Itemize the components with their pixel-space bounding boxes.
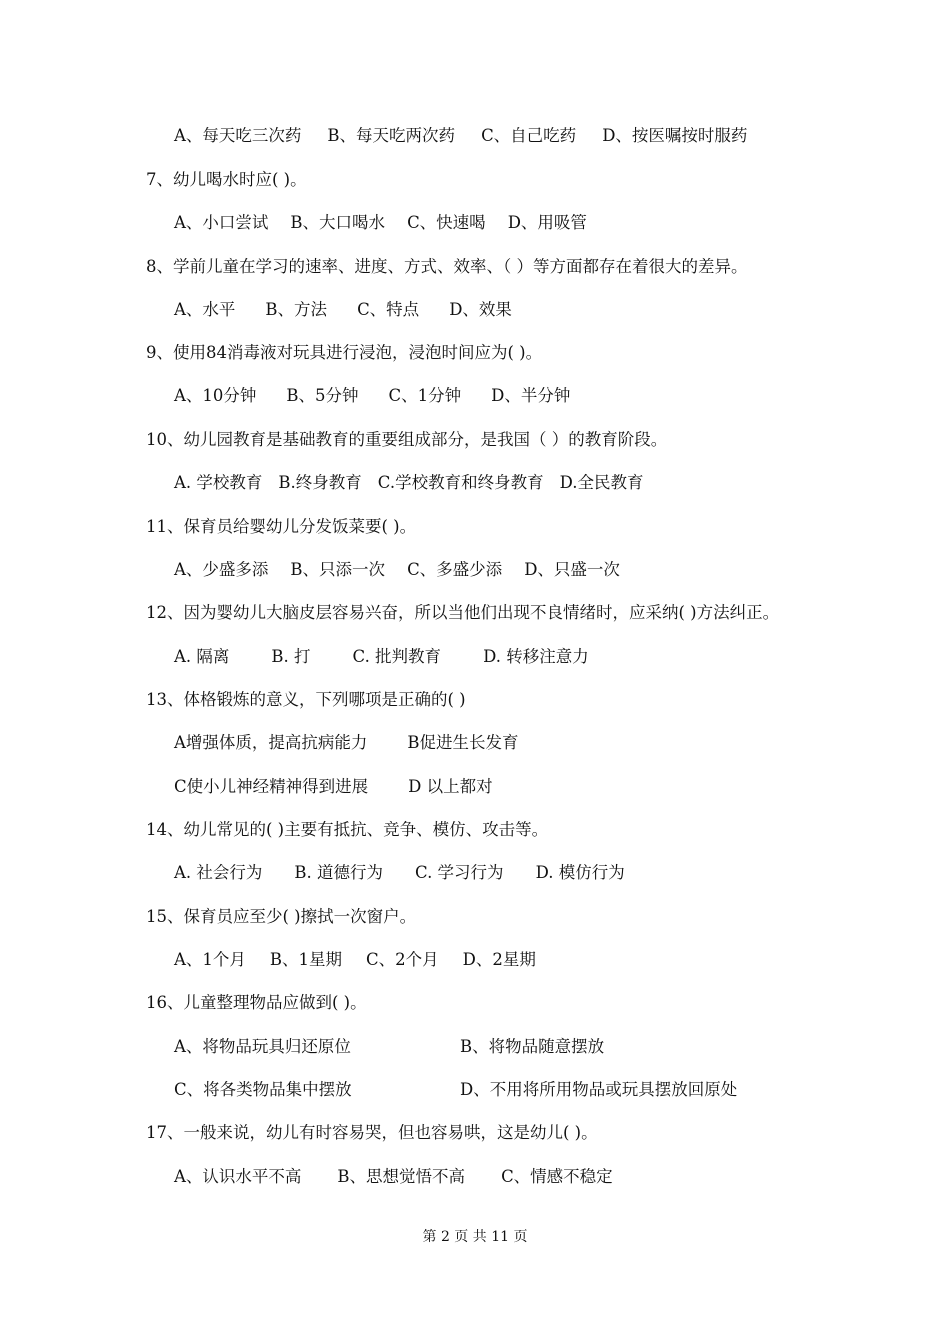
options-row-q7 <box>174 213 587 233</box>
option-text: A增强体质，提高抗病能力 <box>174 733 368 752</box>
options-row-q12 <box>174 647 589 667</box>
option-text: D、按医嘱按时服药 <box>602 126 748 145</box>
option-text: D 以上都对 <box>408 777 493 796</box>
option-text: C、多盛少添 <box>407 560 503 579</box>
option-text: B.终身教育 <box>278 473 362 492</box>
option-text: A、10分钟 <box>174 386 257 405</box>
question-16: 16、儿童整理物品应做到( )。 <box>146 993 367 1012</box>
options-row-q16-a <box>174 1037 604 1057</box>
question-11: 11、保育员给婴幼儿分发饭菜要( )。 <box>146 517 417 536</box>
option-text: A. 隔离 <box>174 647 230 666</box>
page-footer: 第 2 页 共 11 页 <box>422 1229 528 1245</box>
question-7: 7、幼儿喝水时应( )。 <box>146 170 307 189</box>
option-text: A. 社会行为 <box>174 863 263 882</box>
question-15: 15、保育员应至少( )擦拭一次窗户。 <box>146 907 417 926</box>
option-text: D. 模仿行为 <box>535 863 625 882</box>
option-text: C、情感不稳定 <box>501 1167 613 1186</box>
option-text: B. 道德行为 <box>294 863 384 882</box>
option-text: A、少盛多添 <box>174 560 269 579</box>
option-text: D、效果 <box>449 300 512 319</box>
question-12: 12、因为婴幼儿大脑皮层容易兴奋，所以当他们出现不良情绪时，应采纳( )方法纠正。 <box>146 603 780 622</box>
option-text: D. 转移注意力 <box>483 647 589 666</box>
options-row-q13-a <box>174 733 519 753</box>
option-text: D.全民教育 <box>559 473 644 492</box>
option-text: D、只盛一次 <box>524 560 620 579</box>
question-14: 14、幼儿常见的( )主要有抵抗、竞争、模仿、攻击等。 <box>146 820 549 839</box>
option-text: C.学校教育和终身教育 <box>377 473 544 492</box>
option-text: B、将物品随意摆放 <box>460 1037 605 1056</box>
option-text: C、自己吃药 <box>481 126 577 145</box>
option-text: B、1星期 <box>269 950 343 969</box>
option-text: A、每天吃三次药 <box>174 126 302 145</box>
options-row-q15 <box>174 950 536 970</box>
option-text: C. 学习行为 <box>415 863 504 882</box>
option-text: D、半分钟 <box>491 386 571 405</box>
question-13: 13、体格锻炼的意义，下列哪项是正确的( ) <box>146 690 466 709</box>
option-text: A、1个月 <box>174 950 246 969</box>
option-text: C使小儿神经精神得到进展 <box>174 777 369 796</box>
options-row-q10 <box>174 473 643 493</box>
option-text: B、思想觉悟不高 <box>337 1167 466 1186</box>
option-text: B、大口喝水 <box>290 213 386 232</box>
option-text: B、每天吃两次药 <box>327 126 456 145</box>
options-row-q6 <box>174 126 747 146</box>
option-text: D、2星期 <box>462 950 536 969</box>
options-row-q8 <box>174 300 512 320</box>
question-9: 9、使用84消毒液对玩具进行浸泡，浸泡时间应为( )。 <box>146 343 543 362</box>
option-text: C、快速喝 <box>407 213 486 232</box>
option-text: B、只添一次 <box>290 560 386 579</box>
options-row-q17 <box>174 1167 613 1187</box>
options-row-q9 <box>174 386 570 406</box>
question-8: 8、学前儿童在学习的速率、进度、方式、效率、（ ）等方面都存在着很大的差异。 <box>146 257 748 276</box>
option-text: C、2个月 <box>366 950 439 969</box>
option-text: B、5分钟 <box>286 386 359 405</box>
option-text: A、小口尝试 <box>174 213 269 232</box>
option-text: C、将各类物品集中摆放 <box>174 1080 352 1099</box>
option-text: C、1分钟 <box>388 386 462 405</box>
option-text: A. 学校教育 <box>174 473 263 492</box>
options-row-q14 <box>174 863 625 883</box>
options-row-q11 <box>174 560 620 580</box>
option-text: D、不用将所用物品或玩具摆放回原处 <box>460 1080 738 1099</box>
option-text: C、特点 <box>357 300 420 319</box>
options-row-q16-b <box>174 1080 737 1100</box>
question-10: 10、幼儿园教育是基础教育的重要组成部分，是我国（ ）的教育阶段。 <box>146 430 668 449</box>
option-text: A、将物品玩具归还原位 <box>174 1037 351 1056</box>
option-text: D、用吸管 <box>507 213 587 232</box>
option-text: B、方法 <box>265 300 328 319</box>
option-text: A、认识水平不高 <box>174 1167 302 1186</box>
option-text: A、水平 <box>174 300 236 319</box>
options-row-q13-b <box>174 777 493 797</box>
option-text: B促进生长发育 <box>407 733 519 752</box>
option-text: B. 打 <box>271 647 311 666</box>
option-text: C. 批判教育 <box>352 647 442 666</box>
question-17: 17、一般来说，幼儿有时容易哭，但也容易哄，这是幼儿( )。 <box>146 1123 598 1142</box>
